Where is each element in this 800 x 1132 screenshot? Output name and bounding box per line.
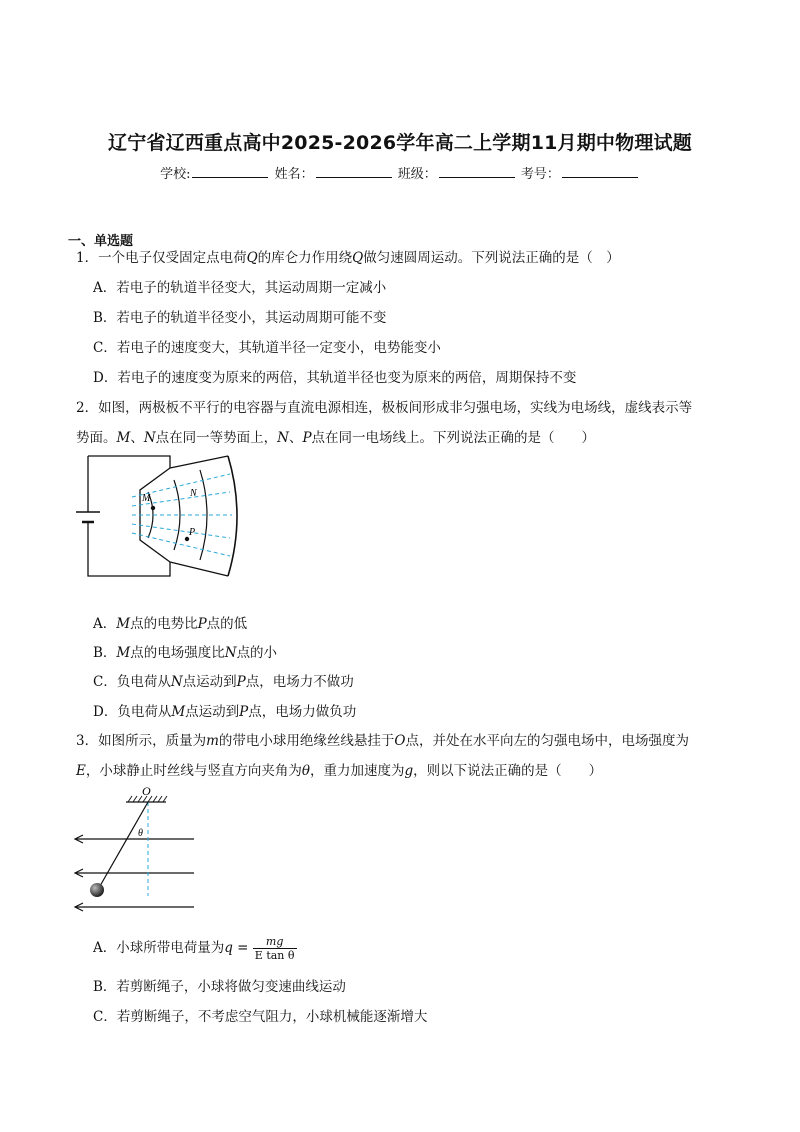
q2-option-d[interactable] — [93, 700, 356, 720]
pendulum-diagram — [70, 786, 200, 916]
capacitor-plate-bottom — [170, 562, 228, 576]
opt-var-q: q = — [224, 940, 249, 956]
q1-option-b[interactable]: B．若电子的轨道半径变小，其运动周期可能不变 — [93, 310, 387, 326]
charge-fraction — [253, 935, 297, 962]
opt-text: 点，电场力不做功 — [245, 674, 354, 690]
q3-var-m: m — [206, 733, 219, 749]
opt-text: 点的小 — [236, 645, 278, 661]
q3-text: 3．如图所示，质量为 — [76, 733, 207, 749]
q3-text-4: ，小球静止时丝线与竖直方向夹角为 — [85, 763, 302, 779]
school-blank[interactable] — [192, 165, 268, 178]
fraction-numerator: mg — [253, 935, 297, 949]
opt-text: B． — [93, 645, 117, 661]
opt-text: 点的低 — [206, 616, 248, 632]
q1-option-a[interactable]: A．若电子的轨道半径变大，其运动周期一定减小 — [93, 280, 387, 296]
q3-option-b[interactable]: B．若剪断绳子，小球将做匀变速曲线运动 — [93, 979, 346, 995]
label-theta: θ — [138, 828, 143, 839]
q1-stem-text: 1．一个电子仅受固定点电荷 — [76, 250, 247, 266]
q2-sep: 、 — [130, 430, 144, 446]
q2-var-p: P — [302, 430, 312, 446]
opt-var: N — [170, 674, 183, 690]
q3-text-6: ，则以下说法正确的是（ ） — [413, 763, 603, 779]
opt-text: D．负电荷从 — [93, 704, 172, 720]
opt-text: 点的电势比 — [130, 616, 198, 632]
opt-var: P — [239, 704, 249, 720]
opt-text: A． — [93, 616, 117, 632]
opt-text: A．小球所带电荷量为 — [93, 940, 225, 956]
q2-sep-2: 、 — [288, 430, 303, 446]
school-label: 学校: — [160, 167, 191, 182]
q2-stem-line1: 2．如图，两极板不平行的电容器与直流电源相连，极板间形成非匀强电场，实线为电场线，虚线表示等 — [76, 400, 693, 416]
capacitor-plate-top — [170, 456, 228, 468]
q3-option-c[interactable]: C．若剪断绳子，不考虑空气阻力，小球机械能逐渐增大 — [93, 1009, 428, 1025]
class-blank[interactable] — [439, 165, 515, 178]
fraction-denominator: E tan θ — [254, 949, 295, 962]
opt-var: P — [236, 674, 246, 690]
student-info-line — [0, 163, 800, 182]
q3-var-g: g — [404, 763, 414, 779]
q2-text-2: 点在同一等势面上， — [155, 430, 278, 446]
number-label: 考号： — [520, 167, 560, 182]
field-line-3 — [132, 524, 230, 538]
q3-text-3: 点，并处在水平向左的匀强电场中，电场强度为 — [405, 733, 689, 749]
q3-option-a[interactable] — [93, 935, 297, 962]
opt-var: M — [171, 704, 186, 720]
opt-text: 点运动到 — [182, 674, 237, 690]
opt-var: M — [116, 616, 131, 632]
q1-stem-text-3: 做匀速圆周运动。下列说法正确的是（ ） — [363, 250, 620, 266]
name-blank[interactable] — [316, 165, 392, 178]
electric-field-lines — [75, 835, 194, 911]
circuit-wire-top — [88, 456, 170, 468]
q3-var-e: E — [76, 763, 86, 779]
circuit-wire-bottom — [88, 522, 170, 576]
class-label: 班级： — [397, 167, 437, 182]
number-blank[interactable] — [562, 165, 638, 178]
q2-var-m: M — [116, 430, 131, 446]
opt-var: P — [197, 616, 207, 632]
q2-option-b[interactable] — [93, 641, 277, 661]
label-p: P — [189, 527, 196, 538]
name-label: 姓名： — [274, 167, 314, 182]
q1-var-q: Q — [246, 250, 258, 266]
q1-var-q-2: Q — [352, 250, 364, 266]
section-heading: 一、单选题 — [68, 234, 134, 249]
q3-stem-line2 — [76, 759, 602, 779]
opt-text: 点的电场强度比 — [130, 645, 225, 661]
charged-ball — [90, 883, 104, 897]
q1-option-d[interactable]: D．若电子的速度变为原来的两倍，其轨道半径也变为原来的两倍，周期保持不变 — [93, 370, 577, 386]
q2-text: 势面。 — [76, 430, 117, 446]
q2-var-n: N — [143, 430, 156, 446]
q3-stem-line1 — [76, 729, 689, 749]
opt-text: 点，电场力做负功 — [248, 704, 357, 720]
q3-text-2: 的带电小球用绝缘丝线悬挂于 — [218, 733, 395, 749]
point-m — [151, 506, 155, 510]
q3-text-5: ，重力加速度为 — [310, 763, 405, 779]
q2-text-3: 点在同一电场线上。下列说法正确的是（ ） — [311, 430, 596, 446]
opt-var: N — [224, 645, 237, 661]
q2-option-a[interactable] — [93, 612, 247, 632]
q2-var-n-2: N — [277, 430, 289, 446]
opt-var: M — [116, 645, 131, 661]
q3-var-theta: θ — [301, 763, 310, 779]
label-n: N — [190, 488, 197, 499]
label-o: O — [142, 786, 151, 798]
q1-stem-text-2: 的库仑力作用绕 — [257, 250, 353, 266]
q2-option-c[interactable] — [93, 670, 354, 690]
page-title: 辽宁省辽西重点高中2025-2026学年高二上学期11月期中物理试题 — [108, 132, 692, 154]
capacitor-diagram — [70, 452, 240, 582]
label-m: M — [142, 493, 151, 504]
q3-var-o: O — [394, 733, 406, 749]
q1-stem — [76, 246, 620, 266]
q2-stem-line2 — [76, 426, 595, 446]
opt-text: C．负电荷从 — [93, 674, 171, 690]
opt-text: 点运动到 — [185, 704, 240, 720]
q1-option-c[interactable]: C．若电子的速度变大，其轨道半径一定变小，电势能变小 — [93, 340, 441, 356]
